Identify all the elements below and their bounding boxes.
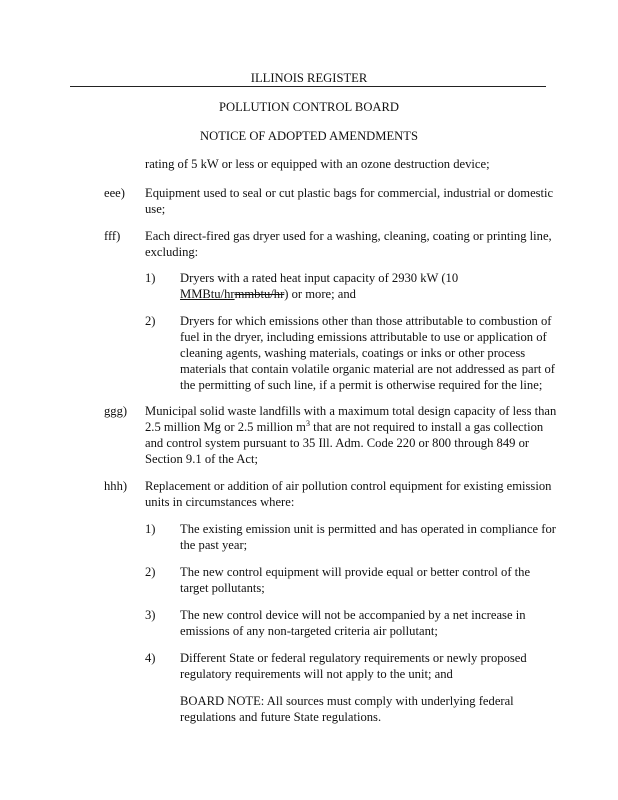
fff-item2-line-1: Dryers for which emissions other than those attributable to combustion of — [180, 314, 552, 328]
eee-line-1: Equipment used to seal or cut plastic bags for commercial, industrial or domestic — [145, 186, 554, 200]
deleted-text: mmbtu/hr — [234, 287, 285, 301]
label-eee: eee) — [104, 186, 125, 200]
fff-item1-number: 1) — [145, 271, 156, 285]
board-note-line-1: BOARD NOTE: All sources must comply with underlying federal — [180, 694, 514, 708]
fff-item1-line-2 — [180, 286, 356, 302]
fff-line-1: Each direct-fired gas dryer used for a washing, cleaning, coating or printing line, — [145, 229, 552, 243]
ggg-line-3: and control system pursuant to 35 Ill. Adm. Code 220 or 800 through 849 or — [145, 436, 530, 450]
label-fff: fff) — [104, 229, 121, 243]
inserted-text: MMBtu/hr — [180, 287, 235, 301]
eee-line-2: use; — [145, 202, 166, 216]
superscript-3: 3 — [305, 418, 310, 428]
board-note-line-2: regulations and future State regulations. — [180, 710, 382, 724]
fff-item2-line-2: fuel in the dryer, including emissions attributable to use or application of — [180, 330, 547, 344]
board-title: POLLUTION CONTROL BOARD — [218, 100, 400, 114]
ggg-line-2b: that are not required to install a gas collection — [309, 420, 544, 434]
fff-item2-number: 2) — [145, 314, 156, 328]
notice-title: NOTICE OF ADOPTED AMENDMENTS — [200, 129, 418, 143]
hhh-item1-line-2: the past year; — [180, 538, 248, 552]
hhh-item2-line-2: target pollutants; — [180, 581, 265, 595]
hhh-item4-line-2: regulatory requirements will not apply to the unit; and — [180, 667, 453, 681]
hhh-item3-number: 3) — [145, 608, 156, 622]
ggg-line-4: Section 9.1 of the Act; — [145, 452, 258, 466]
label-ggg: ggg) — [104, 404, 128, 418]
hhh-item3-line-2: emissions of any non-targeted criteria air pollutant; — [180, 624, 438, 638]
fff-item2-line-5: the permitting of such line, if a permit is otherwise required for the line; — [180, 378, 543, 392]
continuation-line: rating of 5 kW or less or equipped with an ozone destruction device; — [145, 157, 490, 171]
fff-item2-line-4: materials that contain volatile organic material are not addressed as part of — [180, 362, 555, 376]
hhh-item1-number: 1) — [145, 522, 156, 536]
label-hhh: hhh) — [104, 479, 128, 493]
hhh-line-1: Replacement or addition of air pollution control equipment for existing emission — [145, 479, 552, 493]
hhh-item4-line-1: Different State or federal regulatory requirements or newly proposed — [180, 651, 527, 665]
fff-item1-line-2-rest: ) or more; and — [284, 287, 356, 301]
header-rule — [70, 86, 546, 87]
hhh-item3-line-1: The new control device will not be accompanied by a net increase in — [180, 608, 526, 622]
ggg-line-1: Municipal solid waste landfills with a maximum total design capacity of less than — [145, 404, 557, 418]
fff-item2-line-3: cleaning agents, washing materials, coatings or inks or other process — [180, 346, 526, 360]
ggg-line-2 — [145, 419, 543, 435]
hhh-item4-number: 4) — [145, 651, 156, 665]
register-title: ILLINOIS REGISTER — [250, 71, 368, 85]
ggg-line-2a: 2.5 million Mg or 2.5 million m — [145, 420, 306, 434]
fff-line-2: excluding: — [145, 245, 199, 259]
hhh-line-2: units in circumstances where: — [145, 495, 295, 509]
hhh-item2-number: 2) — [145, 565, 156, 579]
hhh-item2-line-1: The new control equipment will provide equal or better control of the — [180, 565, 531, 579]
hhh-item1-line-1: The existing emission unit is permitted and has operated in compliance for — [180, 522, 556, 536]
fff-item1-line-1: Dryers with a rated heat input capacity of 2930 kW (10 — [180, 271, 459, 285]
